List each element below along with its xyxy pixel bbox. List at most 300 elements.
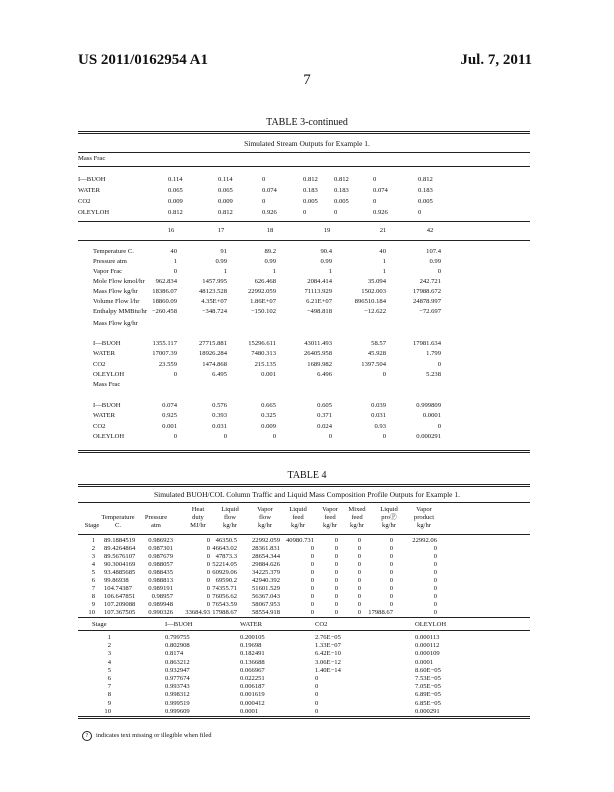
table-cell: 45.928 xyxy=(367,350,386,358)
stage-number: 7 xyxy=(107,683,111,691)
table-cell: 0 xyxy=(206,577,210,584)
table-cell: 0 xyxy=(310,593,314,600)
table-cell: 0 xyxy=(303,209,307,216)
publication-date: Jul. 7, 2011 xyxy=(460,52,532,68)
row-label: WATER xyxy=(93,350,115,358)
table-cell: 90.3004169 xyxy=(104,561,136,568)
column-header: kg/hr xyxy=(417,522,431,529)
table-cell: 0 xyxy=(334,609,338,616)
table-cell: 34225.379 xyxy=(251,569,280,576)
table-cell: 0.989191 xyxy=(148,585,173,592)
column-header: Vapor xyxy=(416,506,432,513)
table-cell: 99.86938 xyxy=(104,577,129,584)
table-cell: 0.009 xyxy=(218,198,233,205)
table-cell: 0.024 xyxy=(317,422,332,430)
table-cell: 29884.626 xyxy=(251,561,280,568)
table-cell: 0.182491 xyxy=(240,650,265,658)
table-cell: 0 xyxy=(334,577,338,584)
table-cell: 107.4 xyxy=(426,248,441,255)
stream-header: 19 xyxy=(323,227,331,234)
table-cell: 22992.059 xyxy=(247,288,276,295)
row-label: OLEYLOH xyxy=(78,209,110,216)
table-cell: 89.2 xyxy=(264,248,276,255)
stage-number: 9 xyxy=(91,601,95,608)
table-cell: 1 xyxy=(173,258,177,265)
table-cell: 0 xyxy=(173,268,177,275)
column-header: kg/hr xyxy=(323,522,337,529)
table-cell: 28654.344 xyxy=(251,553,280,560)
table4-top-rule xyxy=(78,484,530,487)
table-cell: 0.031 xyxy=(371,412,386,420)
table-cell: 0.0001 xyxy=(422,412,441,420)
table-cell: 6.21E+07 xyxy=(306,298,332,305)
table-cell: 0.863212 xyxy=(165,658,190,666)
mass-frac2-label: Mass Frac xyxy=(93,381,121,388)
table-cell: 0.987301 xyxy=(148,545,173,552)
table-cell: 0.926 xyxy=(262,209,277,216)
table-cell: 89.1884519 xyxy=(104,537,136,544)
column-header: kg/hr xyxy=(258,522,272,529)
footnote xyxy=(82,731,212,741)
table-cell: 0.999609 xyxy=(165,707,190,715)
row-label: OLEYLOH xyxy=(93,370,125,378)
table-cell: 0 xyxy=(389,577,393,584)
table-cell: 0 xyxy=(206,537,210,544)
table-cell: 0.999519 xyxy=(165,699,190,707)
table-cell: 0.001619 xyxy=(240,691,265,699)
table-cell: 58554.918 xyxy=(251,609,280,616)
table-cell: 0 xyxy=(357,609,361,616)
table-cell: 0 xyxy=(315,691,319,699)
table-cell: 76543.59 xyxy=(212,601,237,608)
table-cell: 0.074 xyxy=(162,402,177,409)
table-cell: 22992.06 xyxy=(412,537,437,544)
table-cell: 0.009 xyxy=(168,198,183,205)
table-cell: 52214.05 xyxy=(212,561,237,568)
table-cell: −348.724 xyxy=(201,308,227,315)
table-cell: 0 xyxy=(437,360,441,368)
table-cell: 0.371 xyxy=(317,412,332,420)
table-cell: 0 xyxy=(389,593,393,600)
stage-number: 7 xyxy=(91,585,95,592)
table-cell: 43011.493 xyxy=(304,340,332,347)
table-cell: 0.000113 xyxy=(415,634,440,641)
table-cell: 0 xyxy=(433,585,437,592)
table-cell: 0.001 xyxy=(261,370,276,378)
table-cell: 7480.313 xyxy=(251,350,276,358)
table-cell: 0 xyxy=(310,609,314,616)
table-cell: 0.114 xyxy=(218,176,233,183)
column-header: proⓅ xyxy=(381,514,397,521)
table-cell: 0 xyxy=(206,553,210,560)
table-cell: 0 xyxy=(433,593,437,600)
table-cell: 0.987679 xyxy=(148,553,173,560)
table-cell: 0 xyxy=(334,545,338,552)
table-cell: 242.721 xyxy=(419,278,441,285)
table-cell: 106.647851 xyxy=(104,593,136,600)
table-cell: 0.977674 xyxy=(165,675,190,682)
column-header: Pressure xyxy=(144,514,168,521)
table-cell: 0.009 xyxy=(261,422,276,430)
stage-number: 9 xyxy=(107,699,111,707)
table-cell: 0 xyxy=(373,176,377,183)
table-cell: 0 xyxy=(206,585,210,592)
row-label: Mole Flow kmol/hr xyxy=(93,278,145,285)
table-cell: 0 xyxy=(310,577,314,584)
table-cell: 0 xyxy=(334,585,338,592)
footnote-text: indicates text missing or illegible when filed xyxy=(96,732,212,739)
table-cell: 0.000109 xyxy=(415,650,440,658)
row-label: I—BUOH xyxy=(93,340,121,347)
table-cell: 0.065 xyxy=(168,187,183,194)
table-cell: 0.989948 xyxy=(148,601,173,608)
table-cell: 0.812 xyxy=(418,176,433,183)
column-header: flow xyxy=(258,514,272,521)
illegible-symbol-icon: ? xyxy=(82,731,92,741)
table-cell: 0.98957 xyxy=(151,593,173,600)
column-header: Vapor xyxy=(322,506,338,513)
column-header: MJ/hr xyxy=(190,522,206,529)
table-cell: 0.812 xyxy=(218,209,233,216)
table-cell: 0 xyxy=(310,569,314,576)
stream-header: 21 xyxy=(379,227,387,234)
table-cell: 6.496 xyxy=(317,370,332,378)
table-cell: 0.039 xyxy=(371,402,386,409)
publication-number: US 2011/0162954 A1 xyxy=(78,52,209,68)
table-cell: 0 xyxy=(357,561,361,568)
table-cell: 0.998312 xyxy=(165,691,190,699)
table-cell: 962.834 xyxy=(155,278,177,285)
table4-mid-rule xyxy=(78,617,530,618)
table-cell: 0 xyxy=(262,198,266,205)
table-cell: 0 xyxy=(206,561,210,568)
column-header: feed xyxy=(292,514,304,521)
table-cell: 104.74387 xyxy=(104,585,133,592)
row-label: Pressure atm xyxy=(93,258,127,265)
table-cell: −260.458 xyxy=(151,308,177,315)
column-header: WATER xyxy=(240,621,262,628)
table-cell: 0 xyxy=(357,553,361,560)
table-cell: 0.802908 xyxy=(165,642,190,650)
table-cell: 0.022251 xyxy=(240,675,265,682)
stage-number: 10 xyxy=(104,707,111,715)
stage-number: 10 xyxy=(88,609,95,616)
table-cell: 93.4885685 xyxy=(104,569,136,576)
table-cell: 0 xyxy=(315,683,319,691)
table-cell: 0.031 xyxy=(212,422,227,430)
table-cell: 1.33E−07 xyxy=(315,642,341,650)
table-cell: 0 xyxy=(206,545,210,552)
table-cell: 0 xyxy=(357,545,361,552)
table-cell: 0 xyxy=(357,601,361,608)
table-cell: 107.367505 xyxy=(104,609,136,616)
table-cell: 0.005 xyxy=(418,198,433,205)
column-header: kg/hr xyxy=(382,522,396,529)
table-cell: 0.990326 xyxy=(148,609,173,616)
row-label: Volume Flow l/hr xyxy=(93,298,140,305)
table-cell: 1502.003 xyxy=(361,288,386,295)
column-header: Liquid xyxy=(289,506,307,513)
table-cell: 0.325 xyxy=(261,412,276,420)
table-cell: 0 xyxy=(437,268,441,275)
table-cell: 0.005 xyxy=(303,198,318,205)
table-cell: 0 xyxy=(389,569,393,576)
table-cell: 0 xyxy=(357,569,361,576)
stage-number: 1 xyxy=(107,634,111,641)
table-cell: 6.495 xyxy=(212,370,227,378)
table-cell: 1397.504 xyxy=(361,360,386,368)
table-cell: 33684.93 xyxy=(185,609,210,616)
table-cell: 6.85E−05 xyxy=(415,699,441,707)
table-cell: 0 xyxy=(389,561,393,568)
table-cell: 17981.634 xyxy=(412,340,441,347)
table-cell: 0 xyxy=(357,577,361,584)
table3-title: TABLE 3-continued xyxy=(266,117,348,128)
table-cell: 17988.67 xyxy=(368,609,393,616)
column-header: Temperature xyxy=(101,514,135,521)
column-header: kg/hr xyxy=(350,522,364,529)
table-cell: 0.001 xyxy=(162,422,177,430)
table-cell: 0.999809 xyxy=(416,402,441,409)
table-cell: 0 xyxy=(315,675,319,682)
table-cell: 1.40E−14 xyxy=(315,666,341,674)
table-cell: 0.066967 xyxy=(240,666,265,674)
table-cell: 35.094 xyxy=(367,278,386,285)
stage-number: 5 xyxy=(91,569,95,576)
table-cell: 0 xyxy=(328,432,332,440)
table-cell: 1355.117 xyxy=(152,340,177,347)
stage-number: 2 xyxy=(107,642,111,650)
table-cell: 0 xyxy=(310,585,314,592)
table-cell: 0 xyxy=(357,537,361,544)
table-cell: 1 xyxy=(272,268,276,275)
table-cell: 0 xyxy=(206,601,210,608)
table-cell: 1 xyxy=(223,268,227,275)
stage-number: 1 xyxy=(91,537,95,544)
stream-header: 18 xyxy=(266,227,274,234)
table-cell: 0.000291 xyxy=(416,432,441,440)
table-cell: 1 xyxy=(328,268,332,275)
row-label: OLEYLOH xyxy=(93,432,125,440)
column-header: kg/hr xyxy=(291,522,305,529)
table-cell: 28361.831 xyxy=(251,545,280,552)
table-cell: 896510.184 xyxy=(354,298,386,305)
table-cell: 0 xyxy=(310,553,314,560)
table-cell: 0.136688 xyxy=(240,658,265,666)
table-cell: 0 xyxy=(206,593,210,600)
stage-number: 3 xyxy=(107,650,111,658)
table-cell: 1.799 xyxy=(426,350,441,358)
table-cell: 91 xyxy=(220,248,227,255)
table-cell: 0 xyxy=(433,609,437,616)
table-cell: 107.209088 xyxy=(104,601,136,608)
table-cell: 0 xyxy=(433,545,437,552)
table-cell: 0.986923 xyxy=(148,537,173,544)
stream-header: 17 xyxy=(217,227,225,234)
table-cell: 0 xyxy=(433,553,437,560)
table-cell: 74355.71 xyxy=(212,585,237,592)
table-cell: 58.57 xyxy=(371,340,386,347)
table-cell: −72.697 xyxy=(419,308,441,315)
mass-frac-label: Mass Frac xyxy=(78,155,106,162)
table-cell: 0 xyxy=(373,198,377,205)
table-cell: 23.559 xyxy=(158,360,177,368)
column-header: product xyxy=(413,514,435,521)
table-cell: 0.932947 xyxy=(165,666,190,674)
column-header: Stage xyxy=(84,522,100,529)
mass-flow-label: Mass Flow kg/hr xyxy=(93,320,138,327)
row-label: WATER xyxy=(78,187,100,194)
table-cell: 0.0001 xyxy=(240,707,259,715)
table-cell: 51601.529 xyxy=(251,585,280,592)
row-label: WATER xyxy=(93,412,115,420)
table-cell: 0.93 xyxy=(374,422,386,430)
table-cell: 0.605 xyxy=(317,402,332,409)
table-cell: 0.926 xyxy=(373,209,388,216)
table-cell: 0.065 xyxy=(218,187,233,194)
stage-number: 4 xyxy=(107,658,111,666)
table-cell: 0.000412 xyxy=(240,699,265,707)
table4-bottom-rule xyxy=(78,716,530,719)
table-cell: 0 xyxy=(334,209,338,216)
table-cell: −150.102 xyxy=(250,308,276,315)
table-cell: 0 xyxy=(334,601,338,608)
table-cell: 0.074 xyxy=(262,187,277,194)
table-cell: 3.06E−12 xyxy=(315,658,341,666)
table-cell: 69590.2 xyxy=(215,577,237,584)
table-cell: 0 xyxy=(272,432,276,440)
table-cell: 0 xyxy=(334,593,338,600)
table-cell: 42940.392 xyxy=(251,577,280,584)
stage-number: 8 xyxy=(107,691,111,699)
table-cell: 40 xyxy=(170,248,177,255)
table-cell: 0 xyxy=(433,561,437,568)
table3-section-rule xyxy=(78,166,530,167)
table4-caption-rule xyxy=(78,502,530,503)
column-header: Stage xyxy=(92,621,107,628)
table-cell: 0.988057 xyxy=(148,561,173,568)
table-cell: 0 xyxy=(334,569,338,576)
table-cell: 7.05E−05 xyxy=(415,683,441,691)
column-header: duty xyxy=(192,514,204,521)
row-label: Vapor Frac xyxy=(93,268,123,275)
table-cell: 0.799755 xyxy=(165,634,190,641)
row-label: Mass Flow kg/hr xyxy=(93,288,138,295)
table3-streams-rule-2 xyxy=(78,240,530,241)
table-cell: 0 xyxy=(173,432,177,440)
table-cell: 0.000112 xyxy=(415,642,440,650)
table3-caption-rule xyxy=(78,152,530,153)
stage-number: 8 xyxy=(91,593,95,600)
table-cell: 0.812 xyxy=(334,176,349,183)
table-cell: 0.925 xyxy=(162,412,177,420)
table-cell: 58067.953 xyxy=(251,601,280,608)
table-cell: 0 xyxy=(357,585,361,592)
table-cell: 0.988813 xyxy=(148,577,173,584)
table-cell: 0 xyxy=(389,545,393,552)
stage-number: 5 xyxy=(107,666,111,674)
table-cell: 0.993743 xyxy=(165,683,190,691)
column-header: Mixed xyxy=(348,506,366,513)
table-cell: 8.60E−05 xyxy=(415,666,441,674)
table-cell: 0 xyxy=(315,699,319,707)
table-cell: 0.99 xyxy=(215,258,227,265)
row-label: Enthalpy MMBtu/hr xyxy=(93,308,148,315)
table-cell: 5.238 xyxy=(426,370,441,378)
row-label: CO2 xyxy=(93,422,106,430)
table3-top-rule xyxy=(78,131,530,134)
table-cell: 40980.731 xyxy=(285,537,314,544)
table-cell: 15296.611 xyxy=(248,340,276,347)
column-header: Liquid xyxy=(221,506,239,513)
table-cell: 0 xyxy=(389,585,393,592)
table-cell: 0.988435 xyxy=(148,569,173,576)
table-cell: 0.99 xyxy=(320,258,332,265)
table-cell: 0.8174 xyxy=(165,650,184,658)
table-cell: 1474.868 xyxy=(202,360,227,368)
table-cell: 0.393 xyxy=(212,412,227,420)
table-cell: 60929.06 xyxy=(212,569,237,576)
stage-number: 3 xyxy=(91,553,95,560)
table-cell: 0 xyxy=(334,537,338,544)
table-cell: 0.005 xyxy=(334,198,349,205)
table-cell: 0.200105 xyxy=(240,634,265,641)
table-cell: 89.5676107 xyxy=(104,553,136,560)
table-cell: 0.0001 xyxy=(415,658,434,666)
stream-header: 42 xyxy=(426,227,434,234)
table3-streams-rule xyxy=(78,221,530,222)
row-label: I—BUOH xyxy=(78,176,106,183)
table-cell: 0 xyxy=(310,545,314,552)
table-cell: 1.86E+07 xyxy=(250,298,276,305)
table-cell: 18926.284 xyxy=(198,350,227,358)
table-cell: 4.35E+07 xyxy=(201,298,227,305)
table3-caption: Simulated Stream Outputs for Example 1. xyxy=(244,139,370,148)
stage-number: 6 xyxy=(107,675,111,682)
table-cell: 0 xyxy=(433,569,437,576)
table-cell: 0 xyxy=(437,422,441,430)
table-cell: 1 xyxy=(382,268,386,275)
row-label: CO2 xyxy=(78,198,91,205)
table-cell: 0 xyxy=(389,601,393,608)
column-header: Heat xyxy=(191,506,205,513)
table-cell: 7.53E−05 xyxy=(415,675,441,682)
table4-caption: Simulated BUOH/COL Column Traffic and Liquid Mass Composition Profile Outputs for Example 1. xyxy=(153,490,461,499)
table3-bottom-rule xyxy=(78,450,530,453)
table-cell: 0 xyxy=(382,370,386,378)
table-cell: 2084.414 xyxy=(307,278,332,285)
table-cell: 0 xyxy=(310,561,314,568)
table-cell: 0.576 xyxy=(212,402,227,409)
column-header: I—BUOH xyxy=(165,621,193,628)
table-cell: 0 xyxy=(206,569,210,576)
table-cell: 0.183 xyxy=(303,187,318,194)
table-cell: 26405.958 xyxy=(303,350,332,358)
stage-number: 4 xyxy=(91,561,95,568)
page-number: 7 xyxy=(303,72,311,88)
table-cell: 1 xyxy=(382,258,386,265)
table4-title: TABLE 4 xyxy=(287,470,327,481)
table-cell: 0 xyxy=(433,577,437,584)
table-cell: 0.114 xyxy=(168,176,183,183)
table-cell: 71113.929 xyxy=(304,288,332,295)
table-cell: 0.074 xyxy=(373,187,388,194)
table-cell: 215.135 xyxy=(254,360,276,368)
stage-number: 6 xyxy=(91,577,95,584)
stream-header: 16 xyxy=(167,227,175,234)
column-header: Liquid xyxy=(380,506,398,513)
table-cell: 56367.043 xyxy=(251,593,280,600)
